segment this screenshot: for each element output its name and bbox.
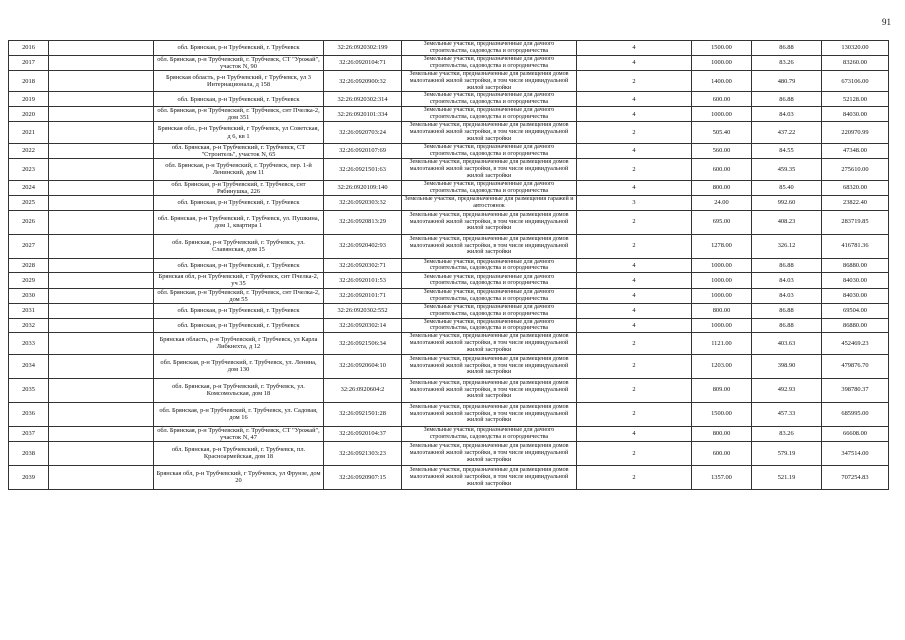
- land-use-cell: Земельные участки, предназначенные для размещения домов малоэтажной жилой застройки, в том числе индивидуальной жилой застройки: [402, 122, 577, 143]
- area-cell: 24.00: [692, 195, 752, 210]
- table-row: [9, 122, 889, 143]
- land-use-cell: Земельные участки, предназначенные для размещения домов малоэтажной жилой застройки, в том числе индивидуальной жилой застройки: [402, 70, 577, 91]
- table-row: [9, 92, 889, 107]
- area-cell: 1500.00: [692, 41, 752, 56]
- cadastral-value-table: [8, 40, 889, 490]
- category-cell: 2: [577, 465, 692, 489]
- category-cell: 4: [577, 273, 692, 288]
- area-cell: 600.00: [692, 92, 752, 107]
- land-use-cell: Земельные участки, предназначенные для дачного строительства, садоводства и огородничества: [402, 426, 577, 441]
- cadastral-number-cell: 32:26:0920109:140: [324, 180, 402, 195]
- category-cell: 4: [577, 303, 692, 318]
- row-number: 2024: [9, 180, 49, 195]
- address-cell: Брянская обл, р-н Трубчевский, г Трубчевск, снт Пчелка-2, уч 35: [154, 273, 324, 288]
- area-cell: 505.40: [692, 122, 752, 143]
- specific-value-cell: 83.26: [752, 426, 822, 441]
- specific-value-cell: 86.88: [752, 92, 822, 107]
- gap-cell: [49, 441, 154, 465]
- cadastral-number-cell: 32:26:0920303:32: [324, 195, 402, 210]
- specific-value-cell: 86.88: [752, 41, 822, 56]
- gap-cell: [49, 258, 154, 273]
- cadastral-number-cell: 32:26:0921303:23: [324, 441, 402, 465]
- area-cell: 600.00: [692, 441, 752, 465]
- address-cell: обл. Брянская, р-н Трубчевский, г. Трубчевск: [154, 303, 324, 318]
- specific-value-cell: 84.55: [752, 143, 822, 158]
- cadastral-number-cell: 32:26:0920302:314: [324, 92, 402, 107]
- cadastral-value-cell: 68320.00: [822, 180, 889, 195]
- specific-value-cell: 398.90: [752, 354, 822, 378]
- category-cell: 4: [577, 426, 692, 441]
- cadastral-value-cell: 23822.40: [822, 195, 889, 210]
- area-cell: 695.00: [692, 210, 752, 234]
- category-cell: 4: [577, 258, 692, 273]
- cadastral-value-cell: 130320.00: [822, 41, 889, 56]
- cadastral-number-cell: 32:26:0921501:28: [324, 402, 402, 426]
- row-number: 2026: [9, 210, 49, 234]
- area-cell: 600.00: [692, 159, 752, 180]
- table-row: [9, 441, 889, 465]
- area-cell: 800.00: [692, 303, 752, 318]
- row-number: 2020: [9, 107, 49, 122]
- gap-cell: [49, 303, 154, 318]
- land-use-cell: Земельные участки, предназначенные для дачного строительства, садоводства и огородничества: [402, 143, 577, 158]
- gap-cell: [49, 122, 154, 143]
- cadastral-number-cell: 32:26:0920101:334: [324, 107, 402, 122]
- cadastral-number-cell: 32:26:0920302:199: [324, 41, 402, 56]
- land-use-cell: Земельные участки, предназначенные для дачного строительства, садоводства и огородничества: [402, 92, 577, 107]
- cadastral-value-cell: 398780.37: [822, 378, 889, 402]
- gap-cell: [49, 210, 154, 234]
- row-number: 2028: [9, 258, 49, 273]
- land-use-cell: Земельные участки, предназначенные для дачного строительства, садоводства и огородничества: [402, 303, 577, 318]
- category-cell: 4: [577, 107, 692, 122]
- cadastral-number-cell: 32:26:0920107:69: [324, 143, 402, 158]
- area-cell: 800.00: [692, 180, 752, 195]
- specific-value-cell: 579.19: [752, 441, 822, 465]
- category-cell: 2: [577, 210, 692, 234]
- cadastral-number-cell: 32:26:0920101:71: [324, 288, 402, 303]
- table-body: [9, 41, 889, 490]
- row-number: 2017: [9, 55, 49, 70]
- category-cell: 2: [577, 354, 692, 378]
- address-cell: обл. Брянская, р-н Трубчевский, г. Трубчевск, снт Рябинушка, 226: [154, 180, 324, 195]
- cadastral-number-cell: 32:26:0921501:63: [324, 159, 402, 180]
- specific-value-cell: 492.93: [752, 378, 822, 402]
- category-cell: 2: [577, 402, 692, 426]
- category-cell: 4: [577, 55, 692, 70]
- gap-cell: [49, 465, 154, 489]
- cadastral-value-cell: 69504.00: [822, 303, 889, 318]
- row-number: 2025: [9, 195, 49, 210]
- row-number: 2032: [9, 318, 49, 333]
- category-cell: 4: [577, 143, 692, 158]
- address-cell: обл. Брянская, р-н Трубчевский, г. Трубчевск, ул. Ленина, дом 130: [154, 354, 324, 378]
- row-number: 2030: [9, 288, 49, 303]
- gap-cell: [49, 318, 154, 333]
- gap-cell: [49, 333, 154, 354]
- category-cell: 4: [577, 92, 692, 107]
- land-use-cell: Земельные участки, предназначенные для размещения домов малоэтажной жилой застройки, в том числе индивидуальной жилой застройки: [402, 354, 577, 378]
- address-cell: обл. Брянская, р-н Трубчевский, г. Трубчевск, снт Пчелка-2, дом 55: [154, 288, 324, 303]
- address-cell: обл. Брянская, р-н Трубчевский, г. Трубчевск, пер. 1-й Ленинский, дом 11: [154, 159, 324, 180]
- cadastral-value-cell: 707254.83: [822, 465, 889, 489]
- area-cell: 1400.00: [692, 70, 752, 91]
- area-cell: 1000.00: [692, 107, 752, 122]
- table-row: [9, 378, 889, 402]
- cadastral-value-cell: 83260.00: [822, 55, 889, 70]
- specific-value-cell: 437.22: [752, 122, 822, 143]
- address-cell: обл. Брянская, р-н Трубчевский, г. Трубчевск, СТ "Урожай", участок N, 47: [154, 426, 324, 441]
- specific-value-cell: 86.88: [752, 258, 822, 273]
- address-cell: обл. Брянская, р-н Трубчевский, г. Трубчевск: [154, 318, 324, 333]
- row-number: 2016: [9, 41, 49, 56]
- category-cell: 2: [577, 234, 692, 258]
- cadastral-value-cell: 275610.00: [822, 159, 889, 180]
- table-row: [9, 143, 889, 158]
- area-cell: 1000.00: [692, 318, 752, 333]
- address-cell: Брянская область, р-н Трубчевский, г Трубчевск, ул 3 Интернационала, д 158: [154, 70, 324, 91]
- cadastral-number-cell: 32:26:0920104:71: [324, 55, 402, 70]
- address-cell: Брянская область, р-н Трубчевский, г Трубчевск, ул Карла Либкнехта, д 12: [154, 333, 324, 354]
- specific-value-cell: 83.26: [752, 55, 822, 70]
- land-use-cell: Земельные участки, предназначенные для размещения домов малоэтажной жилой застройки, в том числе индивидуальной жилой застройки: [402, 234, 577, 258]
- cadastral-value-cell: 86880.00: [822, 258, 889, 273]
- address-cell: обл. Брянская, р-н Трубчевский, г. Трубчевск, пл. Красноармейская, дом 18: [154, 441, 324, 465]
- specific-value-cell: 84.03: [752, 288, 822, 303]
- cadastral-value-cell: 673106.00: [822, 70, 889, 91]
- land-use-cell: Земельные участки, предназначенные для дачного строительства, садоводства и огородничества: [402, 273, 577, 288]
- row-number: 2029: [9, 273, 49, 288]
- table-row: [9, 41, 889, 56]
- address-cell: обл. Брянская, р-н Трубчевский, г. Трубчевск, СТ "Урожай", участок N, 90: [154, 55, 324, 70]
- address-cell: обл. Брянская, р-н Трубчевский, г. Трубчевск, ул. Пушкина, дом 1, квартира 1: [154, 210, 324, 234]
- cadastral-value-cell: 84030.00: [822, 288, 889, 303]
- gap-cell: [49, 234, 154, 258]
- land-use-cell: Земельные участки, предназначенные для размещения домов малоэтажной жилой застройки, в том числе индивидуальной жилой застройки: [402, 465, 577, 489]
- category-cell: 4: [577, 41, 692, 56]
- category-cell: 2: [577, 122, 692, 143]
- specific-value-cell: 326.12: [752, 234, 822, 258]
- row-number: 2021: [9, 122, 49, 143]
- gap-cell: [49, 41, 154, 56]
- table-row: [9, 273, 889, 288]
- category-cell: 2: [577, 378, 692, 402]
- category-cell: 4: [577, 180, 692, 195]
- specific-value-cell: 521.19: [752, 465, 822, 489]
- land-use-cell: Земельные участки, предназначенные для дачного строительства, садоводства и огородничества: [402, 41, 577, 56]
- cadastral-number-cell: 32:26:0920907:15: [324, 465, 402, 489]
- address-cell: обл. Брянская, р-н Трубчевский, г. Трубчевск: [154, 92, 324, 107]
- gap-cell: [49, 70, 154, 91]
- table-row: [9, 426, 889, 441]
- category-cell: 3: [577, 195, 692, 210]
- row-number: 2038: [9, 441, 49, 465]
- address-cell: обл. Брянская, р-н Трубчевский, г. Трубчевск: [154, 258, 324, 273]
- table-row: [9, 465, 889, 489]
- table-row: [9, 180, 889, 195]
- cadastral-number-cell: 32:26:0920101:53: [324, 273, 402, 288]
- specific-value-cell: 408.23: [752, 210, 822, 234]
- cadastral-value-cell: 479876.70: [822, 354, 889, 378]
- row-number: 2034: [9, 354, 49, 378]
- cadastral-number-cell: 32:26:0920604:10: [324, 354, 402, 378]
- area-cell: 1278.00: [692, 234, 752, 258]
- table-row: [9, 288, 889, 303]
- cadastral-number-cell: 32:26:0920813:29: [324, 210, 402, 234]
- table-row: [9, 354, 889, 378]
- cadastral-value-cell: 220970.99: [822, 122, 889, 143]
- row-number: 2035: [9, 378, 49, 402]
- category-cell: 4: [577, 288, 692, 303]
- row-number: 2027: [9, 234, 49, 258]
- row-number: 2019: [9, 92, 49, 107]
- gap-cell: [49, 92, 154, 107]
- table-row: [9, 70, 889, 91]
- row-number: 2031: [9, 303, 49, 318]
- cadastral-number-cell: 32:26:0920302:14: [324, 318, 402, 333]
- specific-value-cell: 992.60: [752, 195, 822, 210]
- cadastral-number-cell: 32:26:0920302:552: [324, 303, 402, 318]
- address-cell: Брянская обл., р-н Трубчевский, г Трубчевск, ул Советская, д 6, кв 1: [154, 122, 324, 143]
- table-row: [9, 234, 889, 258]
- table-row: [9, 333, 889, 354]
- area-cell: 809.00: [692, 378, 752, 402]
- specific-value-cell: 480.79: [752, 70, 822, 91]
- land-use-cell: Земельные участки, предназначенные для дачного строительства, садоводства и огородничества: [402, 107, 577, 122]
- category-cell: 2: [577, 441, 692, 465]
- area-cell: 1000.00: [692, 288, 752, 303]
- address-cell: обл. Брянская, р-н Трубчевский, г. Трубчевск, снт Пчелка-2, дом 351: [154, 107, 324, 122]
- address-cell: Брянская обл, р-н Трубчевский, г Трубчевск, ул Фрунзе, дом 20: [154, 465, 324, 489]
- gap-cell: [49, 143, 154, 158]
- land-use-cell: Земельные участки, предназначенные для размещения домов малоэтажной жилой застройки, в том числе индивидуальной жилой застройки: [402, 210, 577, 234]
- cadastral-value-cell: 416781.36: [822, 234, 889, 258]
- cadastral-value-cell: 84030.00: [822, 273, 889, 288]
- cadastral-value-cell: 52128.00: [822, 92, 889, 107]
- cadastral-number-cell: 32:26:0920104:37: [324, 426, 402, 441]
- specific-value-cell: 403.63: [752, 333, 822, 354]
- table-row: [9, 318, 889, 333]
- specific-value-cell: 86.88: [752, 303, 822, 318]
- area-cell: 1203.00: [692, 354, 752, 378]
- table-row: [9, 258, 889, 273]
- address-cell: обл. Брянская, р-н Трубчевский, г. Трубчевск: [154, 195, 324, 210]
- land-use-cell: Земельные участки, предназначенные для размещения домов малоэтажной жилой застройки, в том числе индивидуальной жилой застройки: [402, 441, 577, 465]
- cadastral-value-cell: 685995.00: [822, 402, 889, 426]
- table-row: [9, 107, 889, 122]
- row-number: 2018: [9, 70, 49, 91]
- table-row: [9, 55, 889, 70]
- land-use-cell: Земельные участки, предназначенные для размещения гаражей и автостоянок: [402, 195, 577, 210]
- gap-cell: [49, 55, 154, 70]
- address-cell: обл. Брянская, р-н Трубчевский, г. Трубчевск, ул. Садовая, дом 16: [154, 402, 324, 426]
- table-row: [9, 210, 889, 234]
- cadastral-value-cell: 283719.85: [822, 210, 889, 234]
- row-number: 2039: [9, 465, 49, 489]
- land-use-cell: Земельные участки, предназначенные для размещения домов малоэтажной жилой застройки, в том числе индивидуальной жилой застройки: [402, 378, 577, 402]
- area-cell: 800.00: [692, 426, 752, 441]
- area-cell: 1000.00: [692, 273, 752, 288]
- table-row: [9, 195, 889, 210]
- gap-cell: [49, 354, 154, 378]
- specific-value-cell: 459.35: [752, 159, 822, 180]
- category-cell: 2: [577, 333, 692, 354]
- land-use-cell: Земельные участки, предназначенные для дачного строительства, садоводства и огородничества: [402, 258, 577, 273]
- specific-value-cell: 86.88: [752, 318, 822, 333]
- category-cell: 2: [577, 70, 692, 91]
- table-row: [9, 303, 889, 318]
- land-use-cell: Земельные участки, предназначенные для дачного строительства, садоводства и огородничества: [402, 55, 577, 70]
- gap-cell: [49, 288, 154, 303]
- cadastral-value-cell: 347514.00: [822, 441, 889, 465]
- area-cell: 1000.00: [692, 258, 752, 273]
- land-use-cell: Земельные участки, предназначенные для дачного строительства, садоводства и огородничества: [402, 180, 577, 195]
- row-number: 2033: [9, 333, 49, 354]
- land-use-cell: Земельные участки, предназначенные для размещения домов малоэтажной жилой застройки, в том числе индивидуальной жилой застройки: [402, 333, 577, 354]
- cadastral-value-cell: 47348.00: [822, 143, 889, 158]
- area-cell: 1500.00: [692, 402, 752, 426]
- cadastral-value-cell: 452469.23: [822, 333, 889, 354]
- specific-value-cell: 84.03: [752, 273, 822, 288]
- specific-value-cell: 84.03: [752, 107, 822, 122]
- specific-value-cell: 457.33: [752, 402, 822, 426]
- land-use-cell: Земельные участки, предназначенные для дачного строительства, садоводства и огородничества: [402, 288, 577, 303]
- gap-cell: [49, 426, 154, 441]
- cadastral-number-cell: 32:26:0921506:34: [324, 333, 402, 354]
- gap-cell: [49, 180, 154, 195]
- row-number: 2023: [9, 159, 49, 180]
- cadastral-value-cell: 66608.00: [822, 426, 889, 441]
- area-cell: 1357.00: [692, 465, 752, 489]
- gap-cell: [49, 195, 154, 210]
- gap-cell: [49, 159, 154, 180]
- cadastral-number-cell: 32:26:0920900:32: [324, 70, 402, 91]
- category-cell: 4: [577, 318, 692, 333]
- gap-cell: [49, 402, 154, 426]
- gap-cell: [49, 378, 154, 402]
- row-number: 2037: [9, 426, 49, 441]
- cadastral-number-cell: 32:26:0920302:71: [324, 258, 402, 273]
- cadastral-value-cell: 86880.00: [822, 318, 889, 333]
- row-number: 2036: [9, 402, 49, 426]
- address-cell: обл. Брянская, р-н Трубчевский, г. Трубчевск: [154, 41, 324, 56]
- category-cell: 2: [577, 159, 692, 180]
- land-use-cell: Земельные участки, предназначенные для размещения домов малоэтажной жилой застройки, в том числе индивидуальной жилой застройки: [402, 159, 577, 180]
- cadastral-number-cell: 32:26:0920604:2: [324, 378, 402, 402]
- table-row: [9, 402, 889, 426]
- gap-cell: [49, 273, 154, 288]
- area-cell: 1000.00: [692, 55, 752, 70]
- cadastral-value-cell: 84030.00: [822, 107, 889, 122]
- row-number: 2022: [9, 143, 49, 158]
- address-cell: обл. Брянская, р-н Трубчевский, г. Трубчевск, СТ "Строитель", участок N, 65: [154, 143, 324, 158]
- land-use-cell: Земельные участки, предназначенные для размещения домов малоэтажной жилой застройки, в том числе индивидуальной жилой застройки: [402, 402, 577, 426]
- gap-cell: [49, 107, 154, 122]
- cadastral-number-cell: 32:26:0920402:93: [324, 234, 402, 258]
- area-cell: 1121.00: [692, 333, 752, 354]
- page-number: 91: [882, 17, 891, 27]
- address-cell: обл. Брянская, р-н Трубчевский, г. Трубчевск, ул. Комсомольская, дом 18: [154, 378, 324, 402]
- area-cell: 560.00: [692, 143, 752, 158]
- address-cell: обл. Брянская, р-н Трубчевский, г. Трубчевск, ул. Славянская, дом 15: [154, 234, 324, 258]
- land-use-cell: Земельные участки, предназначенные для дачного строительства, садоводства и огородничества: [402, 318, 577, 333]
- cadastral-number-cell: 32:26:0920703:24: [324, 122, 402, 143]
- table-row: [9, 159, 889, 180]
- specific-value-cell: 85.40: [752, 180, 822, 195]
